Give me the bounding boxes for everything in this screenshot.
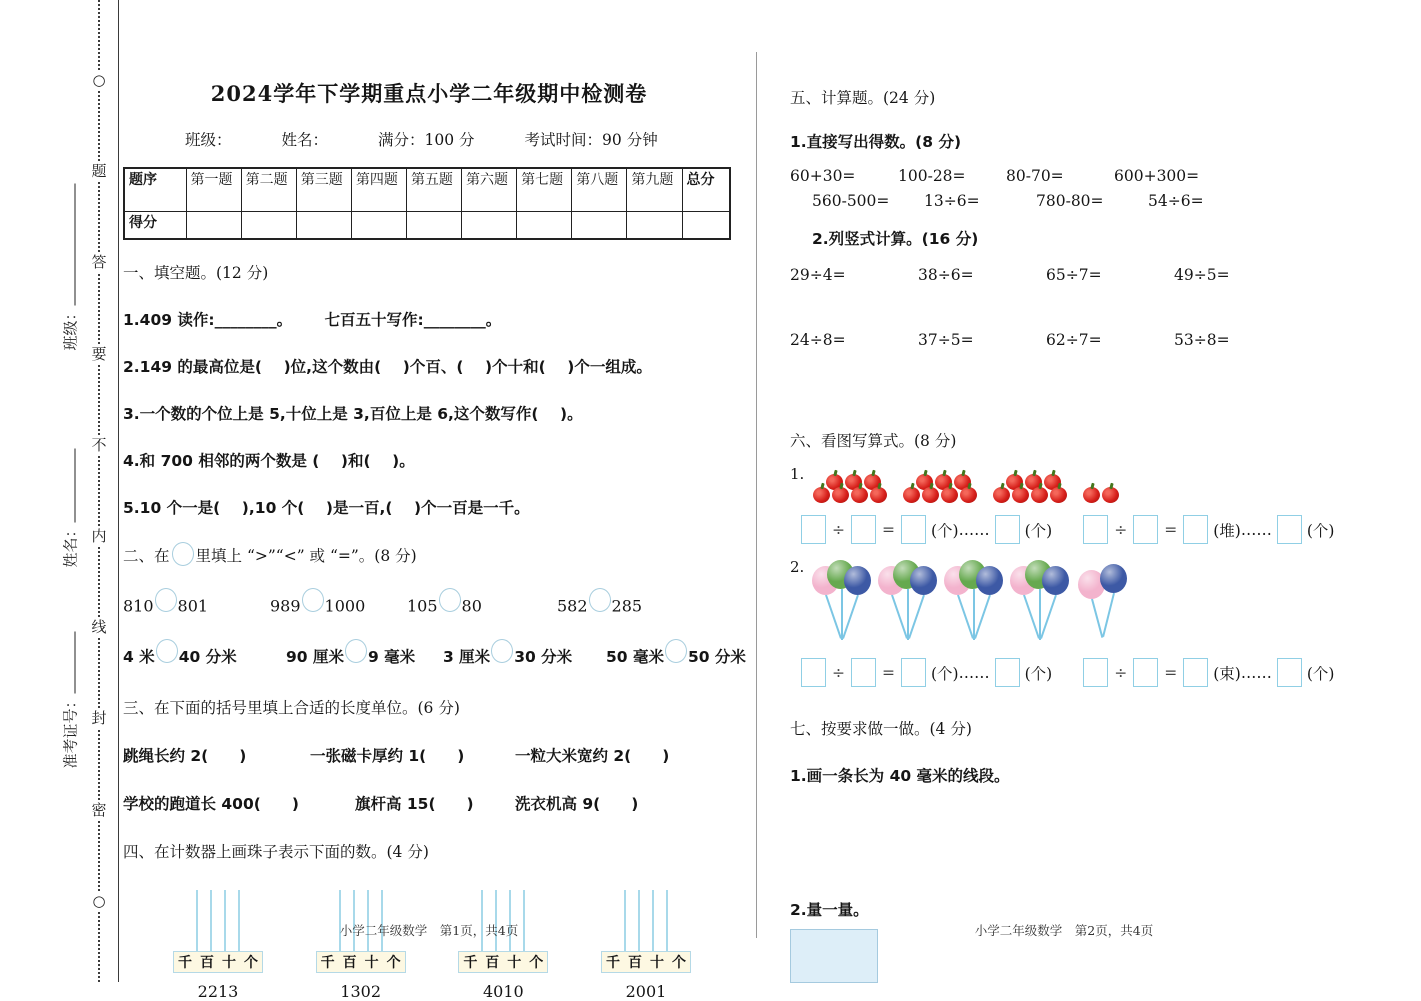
abacus-counter — [316, 890, 409, 1001]
answer-box — [851, 515, 876, 544]
score-table-header-cell: 第四题 — [351, 168, 406, 211]
section7-title: 七、按要求做一做。(4 分) — [790, 720, 972, 738]
compare-right: 1000 — [324, 596, 366, 616]
balloon-bunch — [1010, 558, 1068, 646]
fill-blank-question: 1.409 读作:________。 七百五十写作:________。 — [123, 311, 502, 329]
answer-box — [995, 658, 1020, 687]
compare-right: 801 — [177, 596, 209, 616]
balloon-string — [891, 595, 907, 639]
compare-circle-icon — [491, 639, 513, 663]
seal-char: 封 — [91, 709, 107, 728]
place-value-label: 千百十个 — [320, 954, 409, 971]
score-cell — [186, 211, 241, 239]
balloon-string — [842, 595, 858, 639]
balloon-bunch — [812, 558, 870, 646]
place-value-label: 千百十个 — [178, 954, 266, 971]
section5-sub1: 1.直接写出得数。(8 分) — [790, 133, 962, 151]
apple-icon — [960, 487, 977, 503]
compare-row-numbers — [123, 595, 735, 619]
math-expression: 600+300= — [1114, 167, 1200, 185]
score-row-label: 得分 — [124, 211, 186, 239]
seal-char: 不 — [91, 435, 107, 454]
section6-title: 六、看图写算式。(8 分) — [790, 432, 957, 450]
seal-char: 题 — [91, 162, 107, 181]
length-item: 洗衣机高 9( ) — [515, 794, 639, 813]
math-expression: 100-28= — [898, 167, 966, 185]
equation-row — [796, 515, 1338, 544]
compare-item — [407, 595, 557, 619]
compare-circle-icon — [589, 588, 611, 612]
counter-base — [458, 951, 552, 973]
math-expression: 780-80= — [1036, 192, 1104, 210]
apple-icon — [903, 487, 920, 503]
balloon-string — [908, 595, 924, 639]
apple-icon — [832, 487, 849, 503]
answer-box — [1183, 515, 1208, 544]
unit-label: (堆) — [1213, 521, 1241, 540]
balloon-string — [1039, 589, 1041, 640]
section2-title-pre: 二、在 — [123, 547, 170, 565]
remainder-dots: …… — [958, 520, 990, 539]
sidebar-examno-label — [60, 631, 81, 768]
balloon-string — [974, 595, 990, 639]
compare-left: 105 — [407, 596, 438, 616]
compare-left: 3 厘米 — [443, 648, 491, 666]
vertical-calc-row — [790, 266, 1338, 284]
page-left-border — [118, 0, 119, 982]
unit-label: (束) — [1213, 664, 1241, 683]
score-cell — [462, 211, 517, 239]
counter-number: 1302 — [340, 981, 382, 1001]
math-expression: 560-500= — [812, 192, 890, 210]
score-table-header-cell: 第五题 — [406, 168, 461, 211]
class-blank-line — [61, 183, 76, 305]
unit-label: (个) — [1024, 521, 1053, 540]
score-table-header-cell: 题序 — [124, 168, 186, 211]
unit-label: (个) — [1024, 664, 1053, 683]
balloon-bunch — [1076, 558, 1128, 646]
page1-column — [123, 78, 746, 1001]
apple-groups — [812, 465, 1120, 503]
compare-right: 9 毫米 — [367, 648, 416, 666]
balloon-bunch — [944, 558, 1002, 646]
math-expression: 24÷8= — [790, 331, 846, 349]
page1-footer: 小学二年级数学 第1页，共4页 — [339, 923, 519, 938]
page-title: 2024学年下学期重点小学二年级期中检测卷 — [210, 81, 648, 106]
compare-circle-icon — [156, 639, 178, 663]
math-expression: 49÷5= — [1174, 266, 1230, 284]
remainder-dots: …… — [958, 663, 990, 682]
answer-box — [1133, 658, 1158, 687]
examno-label-text: 准考证号： — [61, 693, 80, 769]
apple-icon — [1102, 487, 1119, 503]
sidebar-name-label — [60, 448, 81, 567]
seal-char: 线 — [91, 618, 107, 637]
class-label-text: 班级： — [61, 305, 80, 351]
item-number: 1. — [790, 465, 805, 483]
abacus-counter — [173, 890, 266, 1001]
apple-icon — [1031, 487, 1048, 503]
seal-char: 要 — [91, 344, 107, 363]
balloon-string — [1040, 595, 1056, 639]
answer-box — [1183, 658, 1208, 687]
apple-group — [902, 465, 978, 503]
compare-right: 285 — [611, 596, 643, 616]
fill-blank-question: 4.和 700 相邻的两个数是 ( )和( )。 — [123, 452, 415, 470]
score-cell — [351, 211, 406, 239]
compare-right: 30 分米 — [514, 648, 573, 666]
place-value-label: 千百十个 — [605, 954, 694, 971]
compare-circle-icon — [345, 639, 367, 663]
math-expression: 60+30= — [790, 167, 856, 185]
score-cell — [682, 211, 730, 239]
apple-group — [992, 465, 1068, 503]
compare-row-units — [123, 645, 746, 670]
math-expression: 37÷5= — [918, 331, 974, 349]
apple-icon — [851, 487, 868, 503]
abacus-counter — [458, 890, 552, 1001]
unit-label: (个) — [931, 664, 959, 683]
score-cell — [517, 211, 572, 239]
balloon-string — [957, 595, 973, 639]
name-label-text: 姓名： — [61, 522, 80, 568]
math-expression: 53÷8= — [1174, 331, 1230, 349]
score-table-header-cell: 第七题 — [517, 168, 572, 211]
equals-sign: = — [1164, 520, 1178, 539]
balloon-bunch — [878, 558, 936, 646]
compare-left: 989 — [270, 596, 301, 616]
counter-number: 4010 — [482, 981, 524, 1001]
section2-title-post: 里填上 “>”“<” 或 “=”。(8 分) — [195, 547, 417, 565]
equals-sign: = — [882, 663, 895, 682]
info-name: 姓名： — [281, 131, 329, 149]
balloon-string — [825, 595, 841, 639]
apple-icon — [1083, 487, 1100, 503]
math-expression: 29÷4= — [790, 266, 846, 284]
balloon-string — [1102, 593, 1114, 637]
balloon-string — [973, 589, 975, 640]
apple-icon — [922, 487, 939, 503]
balloon-string — [1023, 595, 1039, 639]
answer-box — [1083, 658, 1108, 687]
apple-icon — [1012, 487, 1029, 503]
section2-title — [123, 544, 735, 569]
equals-sign: = — [1164, 663, 1178, 682]
seal-circle-mark: ○ — [92, 891, 106, 910]
blue-balloon-icon — [976, 566, 1003, 595]
compare-item — [557, 595, 642, 619]
sidebar-class-label — [60, 183, 81, 350]
counter-number: 2001 — [625, 981, 667, 1001]
section4-title: 四、在计数器上画珠子表示下面的数。(4 分) — [123, 842, 429, 861]
counter-base — [601, 951, 694, 973]
blue-balloon-icon — [1042, 566, 1069, 595]
length-item: 学校的跑道长 400( ) — [123, 794, 299, 813]
score-table — [123, 167, 731, 240]
page2-footer: 小学二年级数学 第2页，共4页 — [974, 923, 1154, 938]
compare-item — [443, 645, 606, 670]
seal-char: 答 — [91, 253, 107, 272]
apple-icon — [941, 487, 958, 503]
unit-label: (个) — [1306, 664, 1335, 683]
length-item: 旗杆高 15( ) — [355, 794, 474, 813]
seal-char: 密 — [91, 800, 107, 819]
remainder-dots: …… — [1240, 663, 1272, 682]
balloon-bunches — [812, 558, 1128, 646]
section3-title: 三、在下面的括号里填上合适的长度单位。(6 分) — [123, 698, 460, 717]
answer-box — [801, 515, 826, 544]
divide-sign: ÷ — [1114, 520, 1128, 539]
compare-circle-icon — [665, 639, 687, 663]
seal-dotted-line — [90, 0, 108, 982]
section1-title: 一、填空题。(12 分) — [123, 264, 269, 282]
divide-sign: ÷ — [1114, 663, 1128, 682]
answer-box — [851, 658, 876, 687]
score-table-header-cell: 第六题 — [462, 168, 517, 211]
compare-left: 4 米 — [123, 648, 155, 666]
math-expression: 65÷7= — [1046, 266, 1102, 284]
answer-box — [1277, 515, 1302, 544]
compare-item — [286, 645, 443, 670]
page-center-divider — [756, 52, 757, 938]
math-expression: 13÷6= — [924, 192, 980, 210]
answer-box — [901, 658, 926, 687]
compare-item — [123, 595, 270, 619]
answer-box — [1133, 515, 1158, 544]
score-table-header-cell: 第二题 — [241, 168, 296, 211]
score-table-header-cell: 第三题 — [296, 168, 351, 211]
answer-box — [1083, 515, 1108, 544]
answer-box — [901, 515, 926, 544]
counter-number: 2213 — [197, 981, 239, 1001]
mental-math-row — [812, 192, 1338, 210]
length-unit-row — [123, 744, 735, 766]
unit-label: (个) — [1306, 521, 1335, 540]
answer-box — [1277, 658, 1302, 687]
score-cell — [296, 211, 351, 239]
mental-math-row — [790, 167, 1338, 185]
compare-right: 40 分米 — [178, 648, 237, 666]
blue-balloon-icon — [1100, 564, 1127, 593]
math-expression: 80-70= — [1006, 167, 1064, 185]
compare-right: 80 — [461, 596, 482, 616]
blue-balloon-icon — [844, 566, 871, 595]
section5-title: 五、计算题。(24 分) — [790, 89, 936, 107]
compare-circle-icon — [302, 588, 324, 612]
seal-char: 内 — [91, 526, 107, 545]
math-expression: 54÷6= — [1148, 192, 1204, 210]
balloons-figure — [790, 558, 1338, 646]
place-value-label: 千百十个 — [463, 954, 552, 971]
compare-circle-icon — [439, 588, 461, 612]
score-table-header-cell: 总分 — [682, 168, 730, 211]
apple-group — [1082, 465, 1120, 503]
abacus-counter-row — [123, 890, 735, 1001]
fill-blank-question: 3.一个数的个位上是 5,十位上是 3,百位上是 6,这个数写作( )。 — [123, 405, 583, 423]
score-table-header-cell: 第一题 — [186, 168, 241, 211]
equation-row — [796, 658, 1338, 687]
divide-sign: ÷ — [832, 520, 845, 539]
answer-box — [995, 515, 1020, 544]
remainder-dots: …… — [1240, 520, 1272, 539]
info-class: 班级： — [185, 131, 232, 149]
blue-balloon-icon — [910, 566, 937, 595]
equals-sign: = — [882, 520, 895, 539]
score-cell — [406, 211, 461, 239]
seal-circle-mark: ○ — [92, 70, 106, 89]
examno-blank-line — [61, 631, 76, 693]
length-item: 一粒大米宽约 2( ) — [515, 746, 670, 765]
apple-icon — [993, 487, 1010, 503]
answer-box — [801, 658, 826, 687]
apple-icon — [813, 487, 830, 503]
balloon-string — [841, 589, 843, 640]
counter-base — [316, 951, 409, 973]
length-unit-row — [123, 792, 735, 814]
math-expression: 62÷7= — [1046, 331, 1102, 349]
apples-figure — [790, 465, 1338, 503]
score-table-header-cell: 第八题 — [572, 168, 627, 211]
compare-left: 90 厘米 — [286, 648, 344, 666]
counter-base — [173, 951, 266, 973]
fill-blank-question: 5.10 个一是( ),10 个( )是一百,( )个一百是一千。 — [123, 499, 530, 517]
score-table-header-cell: 第九题 — [627, 168, 682, 211]
score-cell — [572, 211, 627, 239]
apple-icon — [1050, 487, 1067, 503]
compare-left: 582 — [557, 596, 588, 616]
compare-left: 50 毫米 — [606, 648, 664, 666]
info-full-score: 满分：100 分 — [378, 131, 475, 149]
section5-sub2: 2.列竖式计算。(16 分) — [812, 230, 979, 248]
compare-circle-icon — [155, 588, 177, 612]
length-item: 一张磁卡厚约 1( ) — [310, 746, 465, 765]
score-cell — [627, 211, 682, 239]
item-number: 2. — [790, 558, 805, 576]
exam-info-row — [185, 128, 735, 150]
divide-sign: ÷ — [832, 663, 845, 682]
abacus-counter — [601, 890, 694, 1001]
unit-label: (个) — [931, 521, 959, 540]
compare-right: 50 分米 — [687, 648, 746, 666]
measure-question: 2.量一量。 — [790, 901, 869, 919]
balloon-string — [907, 589, 909, 640]
fill-blank-question: 2.149 的最高位是( )位,这个数由( )个百、( )个十和( )个一组成。 — [123, 358, 652, 376]
apple-icon — [870, 487, 887, 503]
math-expression: 38÷6= — [918, 266, 974, 284]
compare-item — [123, 645, 286, 670]
balloon-string — [1091, 599, 1103, 638]
compare-left: 810 — [123, 596, 154, 616]
compare-item — [606, 645, 746, 670]
compare-item — [270, 595, 407, 619]
compare-circle-icon — [172, 542, 194, 566]
page2-column — [790, 86, 1338, 983]
apple-group — [812, 465, 888, 503]
length-item: 跳绳长约 2( ) — [123, 746, 247, 765]
vertical-calc-row — [790, 331, 1338, 349]
name-blank-line — [61, 448, 76, 522]
score-cell — [241, 211, 296, 239]
draw-segment-question: 1.画一条长为 40 毫米的线段。 — [790, 767, 1010, 785]
info-duration: 考试时间：90 分钟 — [524, 131, 658, 149]
